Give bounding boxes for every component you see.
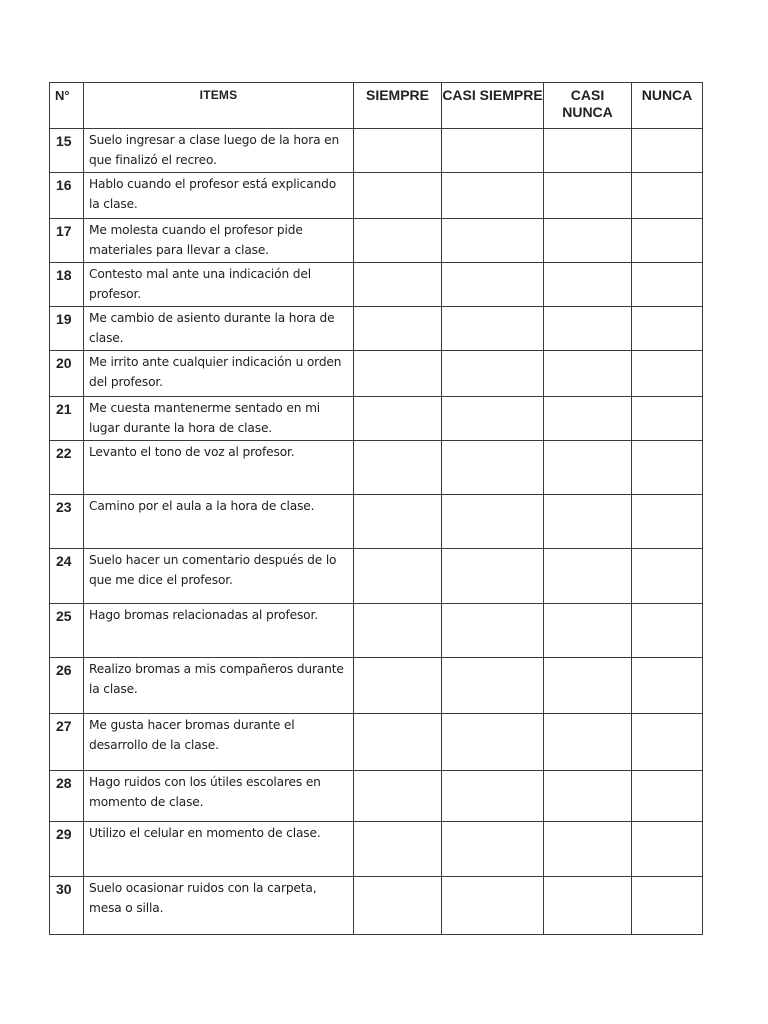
table-row bbox=[50, 263, 703, 307]
item-number: 17 bbox=[50, 219, 84, 263]
item-text: Levanto el tono de voz al profesor. bbox=[84, 441, 354, 495]
item-number: 29 bbox=[50, 822, 84, 877]
answer-cell-casi-nunca[interactable] bbox=[544, 263, 632, 307]
table-row bbox=[50, 397, 703, 441]
answer-cell-nunca[interactable] bbox=[632, 714, 703, 771]
item-text: Contesto mal ante una indicación del profesor. bbox=[84, 263, 354, 307]
header-siempre: SIEMPRE bbox=[354, 83, 442, 129]
table-row bbox=[50, 441, 703, 495]
header-nunca: NUNCA bbox=[632, 83, 703, 129]
answer-cell-siempre[interactable] bbox=[354, 129, 442, 173]
header-number: N° bbox=[50, 83, 84, 129]
table-row bbox=[50, 714, 703, 771]
item-text: Me gusta hacer bromas durante el desarrollo de la clase. bbox=[84, 714, 354, 771]
answer-cell-siempre[interactable] bbox=[354, 549, 442, 604]
answer-cell-siempre[interactable] bbox=[354, 495, 442, 549]
item-number: 24 bbox=[50, 549, 84, 604]
answer-cell-siempre[interactable] bbox=[354, 771, 442, 822]
answer-cell-casi-siempre[interactable] bbox=[442, 397, 544, 441]
table-row bbox=[50, 549, 703, 604]
header-row bbox=[50, 83, 703, 129]
answer-cell-casi-siempre[interactable] bbox=[442, 219, 544, 263]
table-row bbox=[50, 351, 703, 397]
answer-cell-nunca[interactable] bbox=[632, 877, 703, 935]
item-text: Suelo ocasionar ruidos con la carpeta, mesa o silla. bbox=[84, 877, 354, 935]
answer-cell-casi-nunca[interactable] bbox=[544, 129, 632, 173]
table-row bbox=[50, 173, 703, 219]
answer-cell-nunca[interactable] bbox=[632, 351, 703, 397]
answer-cell-nunca[interactable] bbox=[632, 263, 703, 307]
answer-cell-casi-siempre[interactable] bbox=[442, 877, 544, 935]
item-number: 19 bbox=[50, 307, 84, 351]
table-row bbox=[50, 604, 703, 658]
answer-cell-siempre[interactable] bbox=[354, 219, 442, 263]
table-row bbox=[50, 129, 703, 173]
table-row bbox=[50, 877, 703, 935]
answer-cell-siempre[interactable] bbox=[354, 604, 442, 658]
item-text: Me cambio de asiento durante la hora de clase. bbox=[84, 307, 354, 351]
table-row bbox=[50, 771, 703, 822]
answer-cell-casi-siempre[interactable] bbox=[442, 604, 544, 658]
answer-cell-nunca[interactable] bbox=[632, 173, 703, 219]
answer-cell-nunca[interactable] bbox=[632, 397, 703, 441]
answer-cell-casi-nunca[interactable] bbox=[544, 441, 632, 495]
answer-cell-casi-nunca[interactable] bbox=[544, 495, 632, 549]
answer-cell-casi-siempre[interactable] bbox=[442, 658, 544, 714]
item-number: 30 bbox=[50, 877, 84, 935]
questionnaire-sheet bbox=[49, 82, 702, 935]
table-row bbox=[50, 495, 703, 549]
answer-cell-casi-nunca[interactable] bbox=[544, 714, 632, 771]
answer-cell-siempre[interactable] bbox=[354, 714, 442, 771]
answer-cell-casi-nunca[interactable] bbox=[544, 822, 632, 877]
answer-cell-casi-siempre[interactable] bbox=[442, 714, 544, 771]
answer-cell-nunca[interactable] bbox=[632, 495, 703, 549]
item-text: Hablo cuando el profesor está explicando la clase. bbox=[84, 173, 354, 219]
answer-cell-nunca[interactable] bbox=[632, 219, 703, 263]
item-number: 21 bbox=[50, 397, 84, 441]
item-number: 15 bbox=[50, 129, 84, 173]
item-number: 22 bbox=[50, 441, 84, 495]
answer-cell-casi-nunca[interactable] bbox=[544, 173, 632, 219]
item-text: Camino por el aula a la hora de clase. bbox=[84, 495, 354, 549]
answer-cell-nunca[interactable] bbox=[632, 771, 703, 822]
answer-cell-casi-nunca[interactable] bbox=[544, 771, 632, 822]
answer-cell-nunca[interactable] bbox=[632, 441, 703, 495]
answer-cell-casi-siempre[interactable] bbox=[442, 351, 544, 397]
table-row bbox=[50, 822, 703, 877]
item-number: 18 bbox=[50, 263, 84, 307]
answer-cell-siempre[interactable] bbox=[354, 441, 442, 495]
header-items: ITEMS bbox=[84, 83, 354, 129]
answer-cell-siempre[interactable] bbox=[354, 822, 442, 877]
survey-table bbox=[49, 82, 703, 935]
item-number: 28 bbox=[50, 771, 84, 822]
answer-cell-casi-nunca[interactable] bbox=[544, 604, 632, 658]
answer-cell-casi-nunca[interactable] bbox=[544, 549, 632, 604]
answer-cell-casi-siempre[interactable] bbox=[442, 129, 544, 173]
answer-cell-casi-siempre[interactable] bbox=[442, 307, 544, 351]
answer-cell-nunca[interactable] bbox=[632, 549, 703, 604]
table-row bbox=[50, 219, 703, 263]
item-text: Me molesta cuando el profesor pide materiales para llevar a clase. bbox=[84, 219, 354, 263]
item-text: Utilizo el celular en momento de clase. bbox=[84, 822, 354, 877]
answer-cell-casi-nunca[interactable] bbox=[544, 397, 632, 441]
item-text: Hago bromas relacionadas al profesor. bbox=[84, 604, 354, 658]
answer-cell-casi-siempre[interactable] bbox=[442, 549, 544, 604]
answer-cell-casi-nunca[interactable] bbox=[544, 658, 632, 714]
header-casi-siempre: CASI SIEMPRE bbox=[442, 83, 544, 129]
answer-cell-siempre[interactable] bbox=[354, 263, 442, 307]
answer-cell-siempre[interactable] bbox=[354, 351, 442, 397]
answer-cell-nunca[interactable] bbox=[632, 604, 703, 658]
answer-cell-casi-siempre[interactable] bbox=[442, 771, 544, 822]
answer-cell-nunca[interactable] bbox=[632, 822, 703, 877]
item-text: Me cuesta mantenerme sentado en mi lugar durante la hora de clase. bbox=[84, 397, 354, 441]
answer-cell-nunca[interactable] bbox=[632, 658, 703, 714]
item-text: Suelo hacer un comentario después de lo que me dice el profesor. bbox=[84, 549, 354, 604]
answer-cell-nunca[interactable] bbox=[632, 307, 703, 351]
answer-cell-nunca[interactable] bbox=[632, 129, 703, 173]
answer-cell-siempre[interactable] bbox=[354, 397, 442, 441]
item-text: Realizo bromas a mis compañeros durante la clase. bbox=[84, 658, 354, 714]
item-number: 27 bbox=[50, 714, 84, 771]
item-number: 25 bbox=[50, 604, 84, 658]
answer-cell-siempre[interactable] bbox=[354, 307, 442, 351]
answer-cell-casi-nunca[interactable] bbox=[544, 307, 632, 351]
answer-cell-casi-siempre[interactable] bbox=[442, 263, 544, 307]
answer-cell-casi-siempre[interactable] bbox=[442, 822, 544, 877]
survey-body bbox=[50, 129, 703, 935]
item-number: 20 bbox=[50, 351, 84, 397]
item-number: 26 bbox=[50, 658, 84, 714]
answer-cell-siempre[interactable] bbox=[354, 173, 442, 219]
answer-cell-casi-nunca[interactable] bbox=[544, 877, 632, 935]
answer-cell-casi-siempre[interactable] bbox=[442, 441, 544, 495]
item-text: Hago ruidos con los útiles escolares en momento de clase. bbox=[84, 771, 354, 822]
answer-cell-casi-siempre[interactable] bbox=[442, 173, 544, 219]
answer-cell-siempre[interactable] bbox=[354, 658, 442, 714]
item-number: 16 bbox=[50, 173, 84, 219]
answer-cell-casi-nunca[interactable] bbox=[544, 351, 632, 397]
answer-cell-siempre[interactable] bbox=[354, 877, 442, 935]
answer-cell-casi-siempre[interactable] bbox=[442, 495, 544, 549]
header-casi-nunca: CASI NUNCA bbox=[544, 83, 632, 129]
table-row bbox=[50, 307, 703, 351]
table-row bbox=[50, 658, 703, 714]
item-number: 23 bbox=[50, 495, 84, 549]
item-text: Suelo ingresar a clase luego de la hora en que finalizó el recreo. bbox=[84, 129, 354, 173]
item-text: Me irrito ante cualquier indicación u orden del profesor. bbox=[84, 351, 354, 397]
answer-cell-casi-nunca[interactable] bbox=[544, 219, 632, 263]
